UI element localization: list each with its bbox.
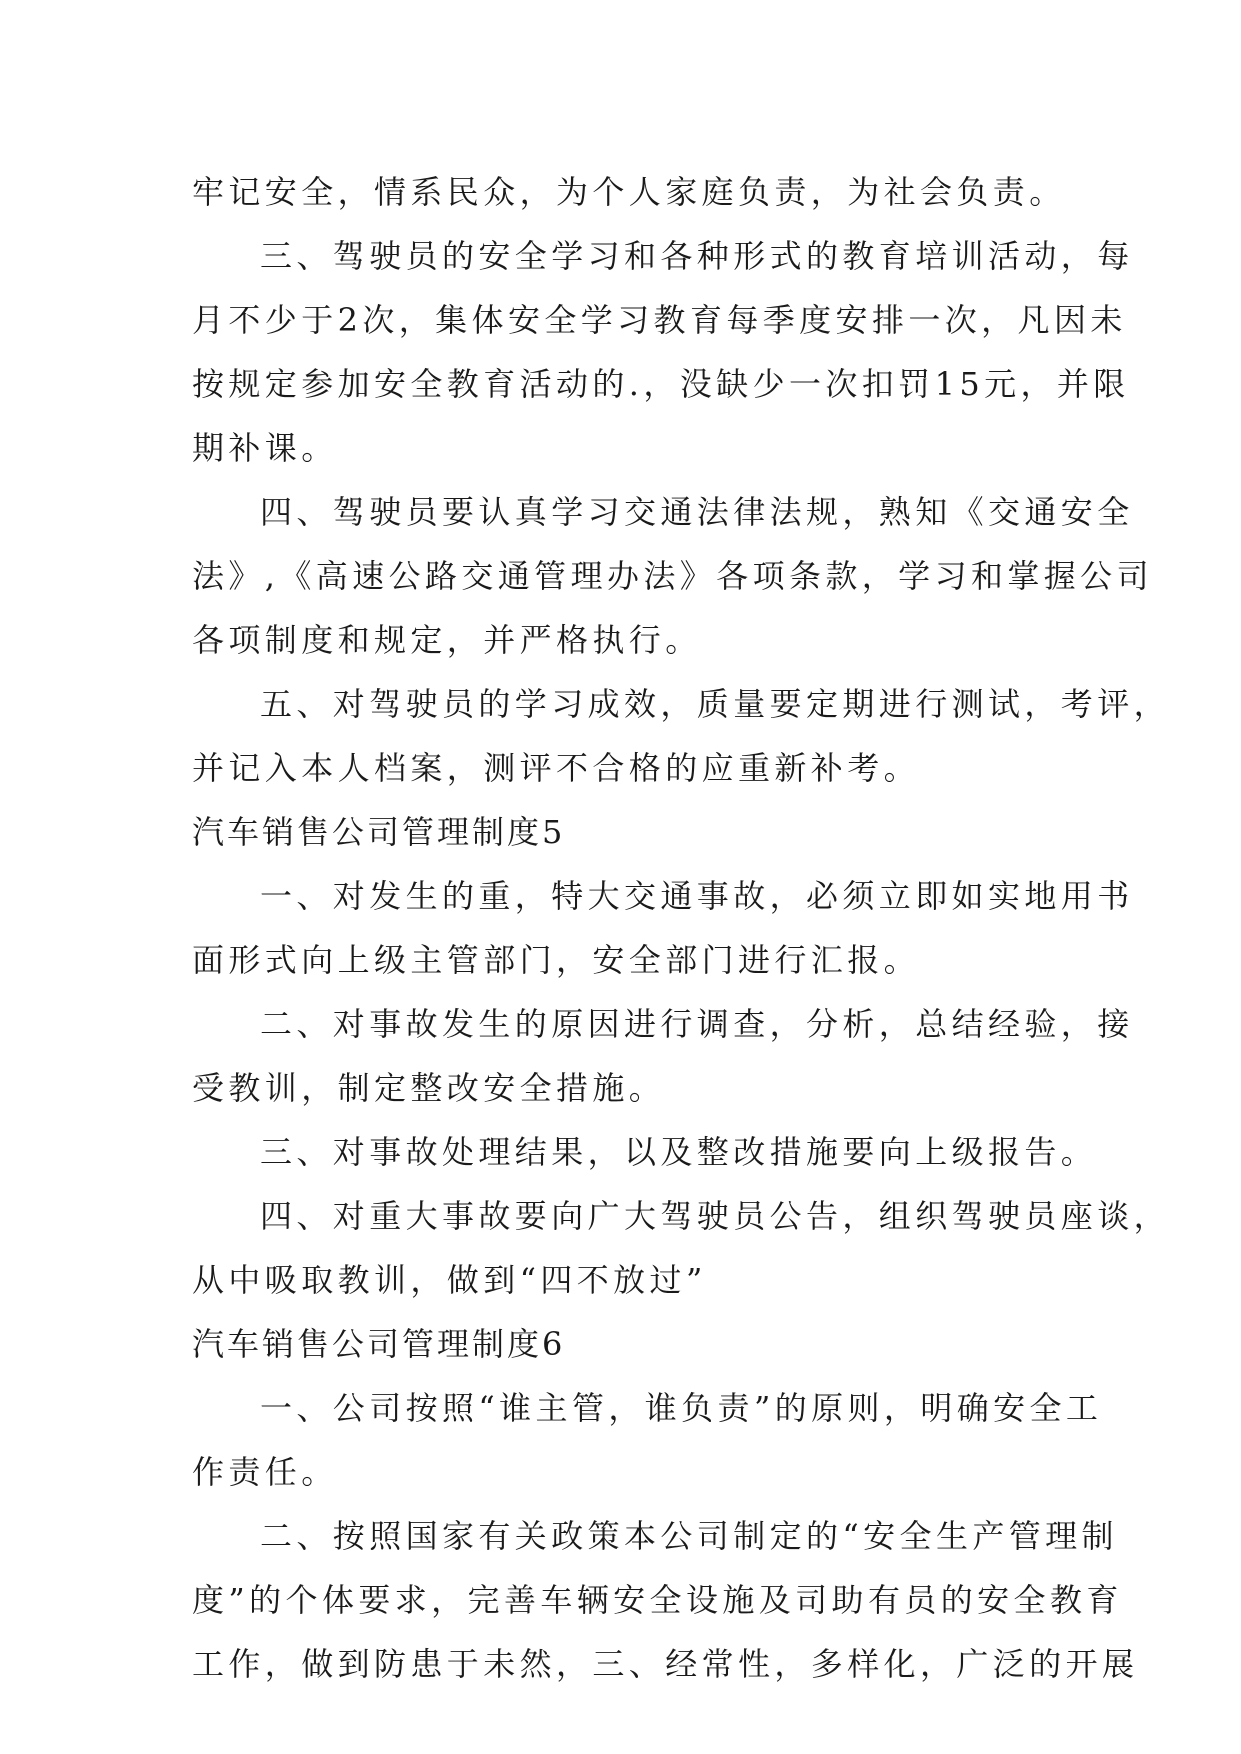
section-heading: 汽车销售公司管理制度6 xyxy=(192,1325,566,1363)
paragraph-line: 按规定参加安全教育活动的.，没缺少一次扣罚15元，并限 xyxy=(192,365,1130,403)
paragraph-line: 四、对重大事故要向广大驾驶员公告，组织驾驶员座谈， xyxy=(260,1197,1171,1235)
paragraph-line: 作责任。 xyxy=(192,1453,338,1491)
paragraph-line: 受教训，制定整改安全措施。 xyxy=(192,1069,666,1107)
paragraph-line: 三、对事故处理结果，以及整改措施要向上级报告。 xyxy=(260,1133,1098,1171)
paragraph-line: 四、驾驶员要认真学习交通法律法规，熟知《交通安全 xyxy=(260,493,1134,531)
paragraph-line: 月不少于2次，集体安全学习教育每季度安排一次，凡因未 xyxy=(192,301,1127,339)
paragraph-line: 法》,《高速公路交通管理办法》各项条款，学习和掌握公司 xyxy=(192,557,1153,595)
document-page xyxy=(192,160,1171,1696)
paragraph-line: 并记入本人档案，测评不合格的应重新补考。 xyxy=(192,749,921,787)
paragraph-line: 一、公司按照“谁主管，谁负责”的原则，明确安全工 xyxy=(260,1389,1103,1427)
paragraph-line: 二、对事故发生的原因进行调查，分析，总结经验，接 xyxy=(260,1005,1134,1043)
paragraph-line: 度”的个体要求，完善车辆安全设施及司助有员的安全教育 xyxy=(192,1581,1123,1619)
paragraph-line: 一、对发生的重，特大交通事故，必须立即如实地用书 xyxy=(260,877,1134,915)
paragraph-line: 工作，做到防患于未然，三、经常性，多样化，广泛的开展 xyxy=(192,1645,1139,1683)
paragraph-line: 五、对驾驶员的学习成效，质量要定期进行测试，考评， xyxy=(260,685,1171,723)
paragraph-line: 期补课。 xyxy=(192,429,338,467)
section-heading: 汽车销售公司管理制度5 xyxy=(192,813,566,851)
paragraph-line: 从中吸取教训，做到“四不放过” xyxy=(192,1261,707,1299)
paragraph-line: 面形式向上级主管部门，安全部门进行汇报。 xyxy=(192,941,921,979)
paragraph-line: 二、按照国家有关政策本公司制定的“安全生产管理制 xyxy=(260,1517,1118,1555)
paragraph-line: 各项制度和规定，并严格执行。 xyxy=(192,621,702,659)
paragraph-line: 牢记安全，情系民众，为个人家庭负责，为社会负责。 xyxy=(192,173,1066,211)
paragraph-line: 三、驾驶员的安全学习和各种形式的教育培训活动，每 xyxy=(260,237,1134,275)
